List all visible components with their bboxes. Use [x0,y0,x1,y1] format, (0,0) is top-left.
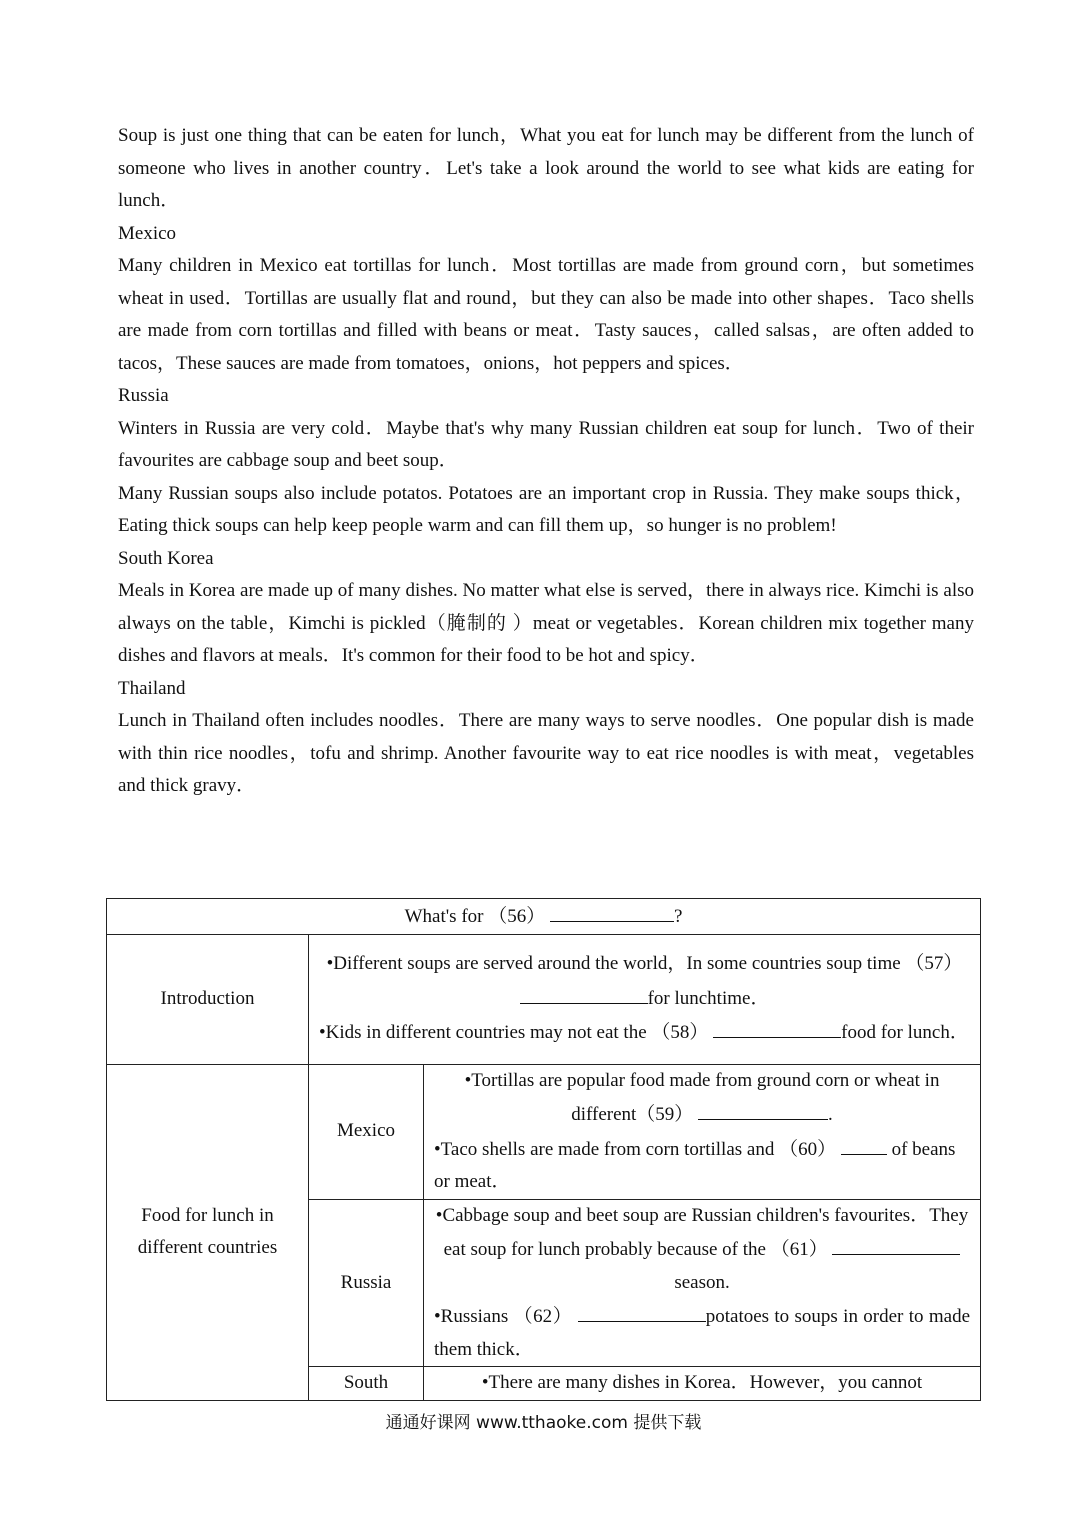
table-title-row [107,899,981,935]
footer-watermark: 通通好课网 www.tthaoke.com 提供下载 [385,1413,702,1433]
introduction-label: Introduction [107,934,309,1064]
russia-content [424,1199,981,1367]
mexico-point-1 [434,1065,970,1132]
mexico-point-2 [434,1132,970,1199]
intro-point-2 [319,1015,970,1050]
russia-point-2-end: potatoes to soups in order to made them thick． [434,1306,971,1360]
blank-60 [841,1132,887,1155]
russia-point-2 [434,1299,970,1366]
mexico-row [107,1064,981,1199]
intro-point-2-end: food for lunch． [841,1022,969,1044]
mexico-label: Mexico [309,1064,424,1199]
russia-point-1 [434,1200,970,1300]
mexico-point-1-text: •Tortillas are popular food made from ground corn or wheat in different（59） [464,1069,940,1125]
korea-content: •There are many dishes in Korea．However，you cannot [424,1367,981,1401]
mexico-point-1-end: . [828,1104,833,1125]
table-title-suffix: ? [673,906,683,927]
mexico-point-2-end: of beans or meat． [434,1138,956,1192]
reading-passage [118,120,974,803]
table-title-cell [107,899,981,935]
mexico-paragraph: Many children in Mexico eat tortillas for lunch．Most tortillas are made from ground corn，but sometimes wheat in used．Tortillas are usually flat and round，but they can also be made into other shapes．Taco shells are made from corn tortillas and filled with beans or meat．Tasty sauces，called salsas，are often added to tacos，These sauces are made from tomatoes，onions，hot peppers and spices． [118,255,974,374]
introduction-content [309,934,981,1064]
blank-61 [832,1232,960,1255]
blank-62 [578,1299,706,1322]
introduction-row [107,934,981,1064]
russia-paragraph-2: Many Russian soups also include potatos. Potatoes are an important crop in Russia. They make soups thick，Eating thick soups can help keep people warm and can fill them up，so hunger is no problem! [118,482,974,536]
summary-table [106,898,981,1401]
korea-heading: South Korea [118,547,214,569]
mexico-content [424,1064,981,1199]
intro-paragraph: Soup is just one thing that can be eaten for lunch，What you eat for lunch may be different from the lunch of someone who lives in another country．Let's take a look around the world to see what kids are eating for lunch． [118,125,974,211]
russia-point-2-text: •Russians （62） [434,1306,573,1327]
mexico-point-2-text: •Taco shells are made from corn tortillas and （60） [434,1138,837,1160]
thailand-paragraph: Lunch in Thailand often includes noodles．There are many ways to serve noodles．One popular dish is made with thin rice noodles，tofu and shrimp. Another favourite way to eat rice noodles is with meat，vegetables and thick gravy． [118,710,974,796]
food-label-text: Food for lunch in different countries [137,1204,278,1258]
korea-paragraph: Meals in Korea are made up of many dishes. No matter what else is served，there in always rice. Kimchi is also always on the table，Kimchi is pickled（腌制的 ）meat or vegetables．Korean children mix together many dishes and flavors at meals．It's common for their food to be hot and spicy． [118,580,974,666]
blank-57 [520,981,648,1004]
russia-label: Russia [309,1199,424,1367]
intro-point-1-text: •Different soups are served around the world，In some countries soup time （57） [326,953,963,975]
russia-heading: Russia [118,385,169,406]
mexico-heading: Mexico [118,222,177,244]
intro-point-1 [319,948,970,1015]
table-title-prefix: What's for （56） [404,906,546,927]
intro-point-1-end: for lunchtime． [647,987,770,1009]
blank-58 [713,1015,841,1038]
korea-label: South [309,1367,424,1401]
russia-paragraph-1: Winters in Russia are very cold．Maybe that's why many Russian children eat soup for lunch．Two of their favourites are cabbage soup and beet soup． [118,417,974,471]
food-label [107,1064,309,1400]
thailand-heading: Thailand [118,677,186,699]
intro-point-2-text: •Kids in different countries may not eat the （58） [319,1022,709,1044]
blank-56 [550,899,674,922]
blank-59 [698,1097,828,1120]
russia-point-1-end: season. [674,1271,730,1293]
russia-point-1-text: •Cabbage soup and beet soup are Russian children's favourites．They eat soup for lunch probably because of the （61） [435,1204,969,1260]
